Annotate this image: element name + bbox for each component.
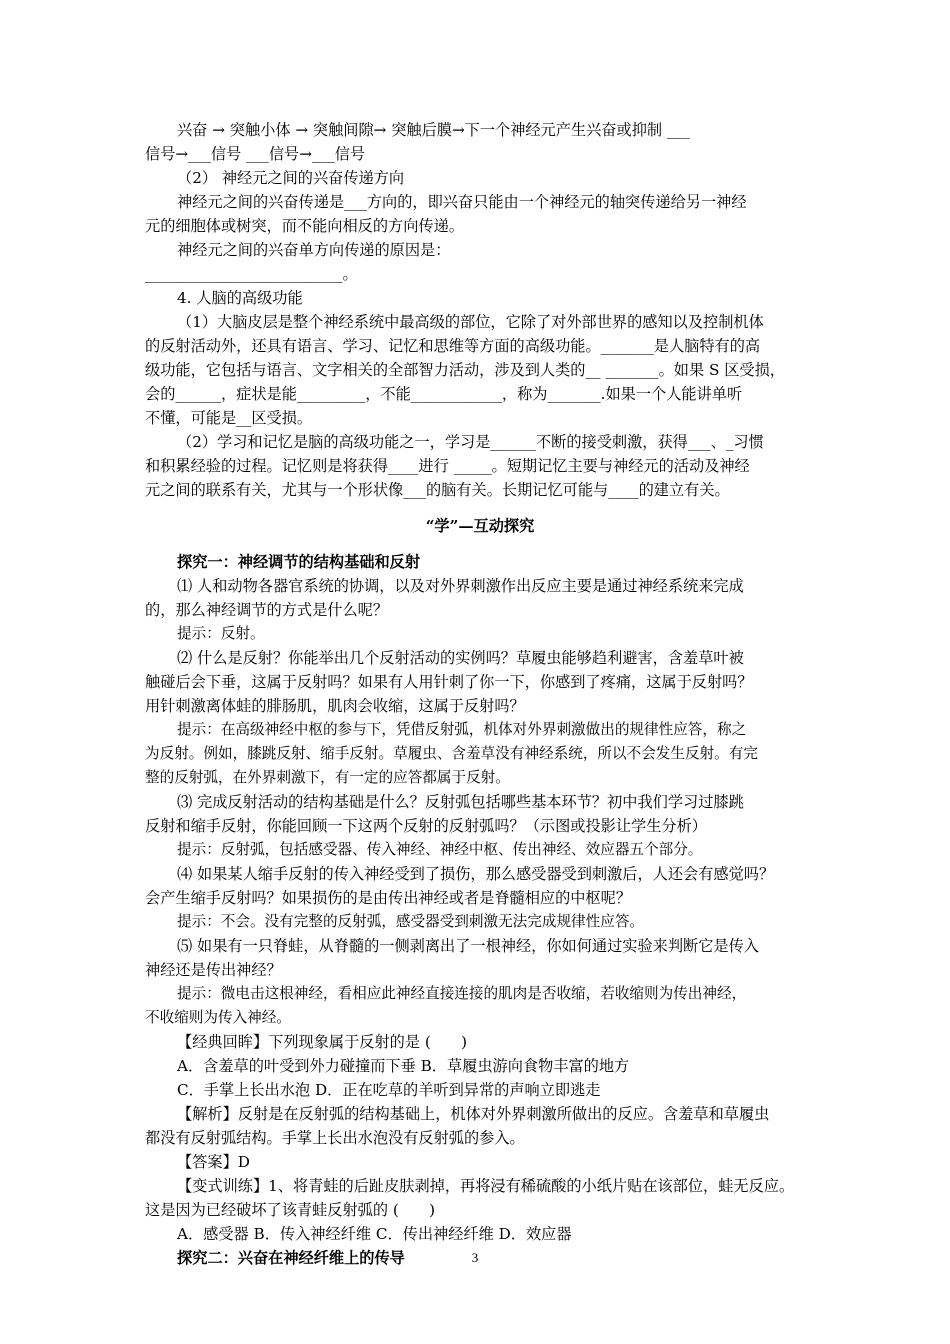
hint-line: 提示：在高级神经中枢的参与下，凭借反射弧，机体对外界刺激做出的规律性应答，称之: [177, 721, 747, 738]
example-question: 【经典回眸】下列现象属于反射的是 ( ): [177, 1033, 468, 1051]
question-line: 的，那么神经调节的方式是什么呢？: [145, 601, 388, 619]
hint-line: 不收缩则为传入神经。: [145, 1009, 291, 1026]
document-body: [145, 118, 815, 1270]
subsection-title: 探究一：神经调节的结构基础和反射: [177, 553, 420, 571]
question-line: ⑷ 如果某人缩手反射的传入神经受到了损伤，那么感受器受到刺激后，人还会有感觉吗？: [177, 865, 775, 883]
question-line: 触碰后会下垂，这属于反射吗？如果有人用针刺了你一下，你感到了疼痛，这属于反射吗？: [145, 673, 753, 691]
hint-line: 提示：不会。没有完整的反射弧，感受器受到刺激无法完成规律性应答。: [177, 913, 645, 930]
question-line: 会产生缩手反射吗？如果损伤的是由传出神经或者是脊髓相应的中枢呢？: [145, 889, 631, 907]
question-line: 神经还是传出神经？: [145, 961, 282, 979]
answer-line: 【答案】D: [177, 1153, 250, 1171]
text-line: 不懂，可能是__区受损。: [145, 409, 313, 427]
question-line: ⑴ 人和动物各器官系统的协调，以及对外界刺激作出反应主要是通过神经系统来完成: [177, 577, 744, 595]
question-line: ⑵ 什么是反射？你能举出几个反射活动的实例吗？草履虫能够趋利避害，含羞草叶被: [177, 649, 744, 667]
option-line: A．感受器 B．传入神经纤维 C．传出神经纤维 D．效应器: [177, 1225, 572, 1243]
text-line: 的反射活动外，还具有语言、学习、记忆和思维等方面的高级功能。_______是人脑特有的高: [145, 337, 761, 355]
analysis-line: 都没有反射弧结构。手掌上长出水泡没有反射弧的参入。: [145, 1129, 525, 1147]
option-line: C．手掌上长出水泡 D．正在吃草的羊听到异常的声响立即逃走: [177, 1081, 601, 1099]
text-line: （2）学习和记忆是脑的高级功能之一，学习是______不断的接受刺激，获得___、_习惯: [177, 433, 764, 451]
page-number: 3: [471, 1250, 479, 1265]
analysis-line: 【解析】反射是在反射弧的结构基础上，机体对外界刺激所做出的反应。含羞草和草履虫: [177, 1105, 770, 1123]
text-line: 神经元之间的兴奋传递是___方向的，即兴奋只能由一个神经元的轴突传递给另一神经: [177, 193, 747, 211]
text-line: 和积累经验的过程。记忆则是将获得____进行 _____。短期记忆主要与神经元的活动及神经: [145, 457, 750, 475]
text-line: 元之间的联系有关，尤其与一个形状像___的脑有关。长期记忆可能与____的建立有关。: [145, 481, 730, 499]
option-line: A．含羞草的叶受到外力碰撞而下垂 B．草履虫游向食物丰富的地方: [177, 1057, 630, 1075]
hint-line: 提示：微电击这根神经，看相应此神经直接连接的肌肉是否收缩，若收缩则为传出神经，: [177, 985, 747, 1002]
text-line: 神经元之间的兴奋单方向传递的原因是：: [177, 241, 451, 259]
subsection-title: 探究二：兴奋在神经纤维上的传导: [177, 1249, 405, 1267]
question-line: 反射和缩手反射，你能回顾一下这两个反射的反射弧吗？（示图或投影让学生分析）: [145, 817, 707, 835]
section-title: “学”—互动探究: [425, 517, 535, 535]
question-line: 用针刺激离体蛙的腓肠肌，肌肉会收缩，这属于反射吗？: [145, 697, 525, 715]
exercise-line: 【变式训练】1、将青蛙的后趾皮肤剥掉，再将浸有稀硫酸的小纸片贴在该部位，蛙无反应。: [177, 1177, 795, 1195]
answer-blank-line: __________________________。: [145, 265, 358, 283]
text-line: 会的______，症状是能_________，不能____________，称为_______.如果一个人能讲单听: [145, 385, 743, 403]
text-line: （2） 神经元之间的兴奋传递方向: [177, 169, 405, 187]
text-line: 信号→___信号 ___信号→___信号: [145, 145, 366, 163]
section-heading: 4. 人脑的高级功能: [177, 289, 303, 307]
hint-line: 提示：反射。: [177, 625, 265, 642]
question-line: ⑸ 如果有一只脊蛙，从脊髓的一侧剥离出了一根神经，你如何通过实验来判断它是传入: [177, 937, 759, 955]
hint-line: 为反射。例如，膝跳反射、缩手反射。草履虫、含羞草没有神经系统，所以不会发生反射。有完: [145, 745, 758, 762]
question-line: ⑶ 完成反射活动的结构基础是什么？反射弧包括哪些基本环节？初中我们学习过膝跳: [177, 793, 744, 811]
exercise-line: 这是因为已经破坏了该青蛙反射弧的 ( ): [145, 1201, 436, 1219]
text-line: （1）大脑皮层是整个神经系统中最高级的部位，它除了对外部世界的感知以及控制机体: [177, 313, 764, 331]
text-line: 兴奋 → 突触小体 → 突触间隙→ 突触后膜→下一个神经元产生兴奋或抑制 ___: [177, 121, 690, 139]
hint-line: 提示：反射弧，包括感受器、传入神经、神经中枢、传出神经、效应器五个部分。: [177, 841, 703, 858]
text-line: 元的细胞体或树突，而不能向相反的方向传递。: [145, 217, 464, 235]
text-line: 级功能，它包括与语言、文字相关的全部智力活动，涉及到人类的__ _______。如果 S 区受损，: [145, 361, 785, 379]
hint-line: 整的反射弧，在外界刺激下，有一定的应答都属于反射。: [145, 769, 510, 786]
